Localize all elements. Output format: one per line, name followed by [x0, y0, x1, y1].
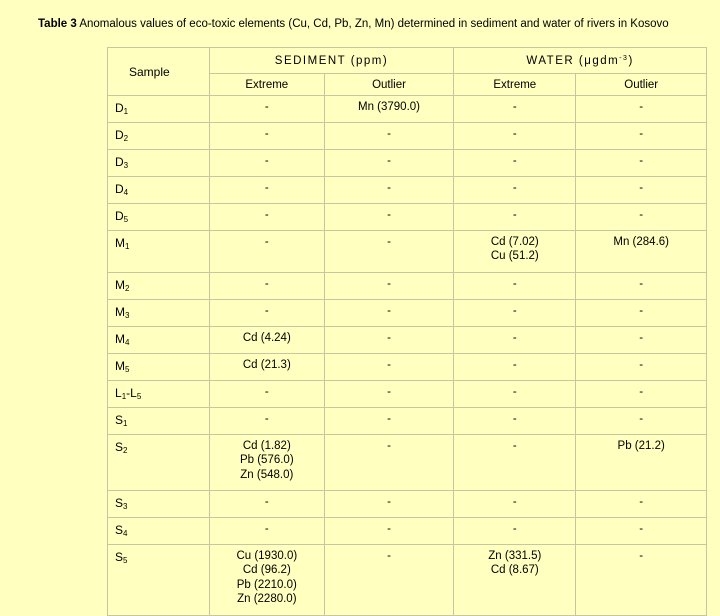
- water-outlier-cell: -: [576, 177, 707, 204]
- water-unit-exponent: -3: [619, 54, 629, 62]
- water-outlier-cell: -: [576, 96, 707, 123]
- sediment-extreme-cell: -: [209, 123, 324, 150]
- sample-index: 5: [123, 556, 128, 565]
- sediment-extreme-cell: Cd (4.24): [209, 327, 324, 354]
- table-row: [108, 381, 707, 408]
- water-outlier-cell: Mn (284.6): [576, 231, 707, 273]
- sample-letter: M: [115, 236, 125, 250]
- sediment-extreme-cell: -: [209, 491, 324, 518]
- sediment-group-label: SEDIMENT (ppm): [274, 54, 389, 67]
- sample-cell: [108, 327, 210, 354]
- water-outlier-cell: -: [576, 150, 707, 177]
- sediment-outlier-cell: -: [324, 327, 453, 354]
- sample-index: 1: [121, 392, 127, 401]
- sample-letter: L: [115, 386, 122, 400]
- sediment-outlier-cell: -: [324, 408, 453, 435]
- anomalous-values-table: [107, 47, 707, 616]
- sediment-extreme-cell: -: [209, 177, 324, 204]
- water-outlier-cell: -: [576, 354, 707, 381]
- sediment-extreme-cell: -: [209, 204, 324, 231]
- table-row: [108, 177, 707, 204]
- sediment-extreme-cell: Cd (21.3): [209, 354, 324, 381]
- sample-letter-range-end: -L: [126, 386, 137, 400]
- water-outlier-cell: -: [576, 491, 707, 518]
- water-extreme-cell: -: [454, 435, 576, 491]
- sediment-extreme-cell: -: [209, 300, 324, 327]
- sediment-outlier-cell: -: [324, 273, 453, 300]
- sediment-outlier-cell: -: [324, 491, 453, 518]
- caption-text: Anomalous values of eco-toxic elements (Cu, Cd, Pb, Zn, Mn) determined in sediment and water of rivers in Kosovo: [79, 18, 669, 30]
- sample-letter: D: [115, 128, 124, 142]
- water-outlier-cell: -: [576, 518, 707, 545]
- water-extreme-cell: -: [454, 518, 576, 545]
- sample-index: 1: [125, 242, 130, 251]
- sample-index: 4: [125, 338, 130, 347]
- sample-index: 2: [123, 134, 129, 143]
- sediment-extreme-cell: -: [209, 408, 324, 435]
- sediment-extreme-cell: -: [209, 96, 324, 123]
- table-row: [108, 491, 707, 518]
- sample-cell: [108, 273, 210, 300]
- table-row: [108, 518, 707, 545]
- sediment-extreme-cell: Cd (1.82) Pb (576.0) Zn (548.0): [209, 435, 324, 491]
- table-row: [108, 300, 707, 327]
- water-outlier-cell: -: [576, 123, 707, 150]
- sediment-outlier-cell: -: [324, 518, 453, 545]
- sample-letter: S: [115, 413, 124, 427]
- sample-letter: D: [115, 209, 124, 223]
- sample-index: 4: [123, 188, 129, 197]
- sample-index: 3: [125, 311, 130, 320]
- sample-index-range-end: 5: [136, 392, 142, 401]
- sediment-outlier-cell: -: [324, 204, 453, 231]
- water-extreme-cell: -: [454, 273, 576, 300]
- table-row: [108, 204, 707, 231]
- sediment-outlier-cell: -: [324, 150, 453, 177]
- water-outlier-cell: -: [576, 204, 707, 231]
- water-outlier-cell: -: [576, 300, 707, 327]
- sample-index: 2: [125, 284, 130, 293]
- water-extreme-cell: Cd (7.02) Cu (51.2): [454, 231, 576, 273]
- sample-cell: [108, 518, 210, 545]
- sample-index: 2: [123, 446, 128, 455]
- sediment-outlier-cell: -: [324, 123, 453, 150]
- sample-cell: [108, 381, 210, 408]
- water-extreme-cell: Zn (331.5) Cd (8.67): [454, 545, 576, 616]
- sediment-outlier-header: Outlier: [324, 74, 453, 96]
- sediment-outlier-cell: -: [324, 381, 453, 408]
- sample-letter: D: [115, 155, 124, 169]
- water-extreme-cell: -: [454, 408, 576, 435]
- water-extreme-cell: -: [454, 123, 576, 150]
- sediment-extreme-cell: -: [209, 518, 324, 545]
- sample-cell: [108, 150, 210, 177]
- sample-index: 1: [123, 419, 128, 428]
- water-extreme-cell: -: [454, 96, 576, 123]
- sample-cell: [108, 300, 210, 327]
- table-caption: [38, 18, 708, 30]
- sample-letter: D: [115, 182, 124, 196]
- sample-letter: M: [115, 359, 125, 373]
- table-row: [108, 96, 707, 123]
- table-row: [108, 435, 707, 491]
- table-row: [108, 545, 707, 616]
- table-row: [108, 123, 707, 150]
- sample-index: 1: [123, 107, 129, 116]
- water-outlier-cell: -: [576, 545, 707, 616]
- water-group-label: WATER (μgdm: [526, 54, 620, 67]
- sample-cell: [108, 491, 210, 518]
- sample-cell: [108, 354, 210, 381]
- water-extreme-cell: -: [454, 204, 576, 231]
- water-outlier-header: Outlier: [576, 74, 707, 96]
- water-outlier-cell: Pb (21.2): [576, 435, 707, 491]
- sediment-outlier-cell: -: [324, 545, 453, 616]
- sample-letter: M: [115, 332, 125, 346]
- sediment-outlier-cell: -: [324, 354, 453, 381]
- table-row: [108, 354, 707, 381]
- sediment-outlier-cell: -: [324, 231, 453, 273]
- water-outlier-cell: -: [576, 381, 707, 408]
- water-extreme-cell: -: [454, 381, 576, 408]
- sample-index: 3: [123, 502, 128, 511]
- sediment-extreme-header: Extreme: [209, 74, 324, 96]
- sediment-extreme-cell: -: [209, 273, 324, 300]
- sample-cell: [108, 435, 210, 491]
- sample-cell: [108, 545, 210, 616]
- water-extreme-cell: -: [454, 300, 576, 327]
- table-row: [108, 231, 707, 273]
- water-extreme-cell: -: [454, 354, 576, 381]
- water-extreme-cell: -: [454, 327, 576, 354]
- water-extreme-header: Extreme: [454, 74, 576, 96]
- sample-letter: S: [115, 523, 124, 537]
- sediment-outlier-cell: -: [324, 435, 453, 491]
- sample-header: Sample: [108, 48, 210, 96]
- sediment-extreme-cell: -: [209, 150, 324, 177]
- sample-cell: [108, 177, 210, 204]
- sample-letter: M: [115, 305, 125, 319]
- sediment-extreme-cell: Cu (1930.0) Cd (96.2) Pb (2210.0) Zn (2280.0): [209, 545, 324, 616]
- table-row: [108, 273, 707, 300]
- sediment-outlier-cell: -: [324, 300, 453, 327]
- sediment-extreme-cell: -: [209, 381, 324, 408]
- table-row: [108, 150, 707, 177]
- sample-index: 3: [123, 161, 129, 170]
- caption-label: Table 3: [38, 18, 77, 30]
- sample-cell: [108, 123, 210, 150]
- table-row: [108, 408, 707, 435]
- sample-index: 5: [125, 365, 130, 374]
- sediment-group-header: [209, 48, 453, 74]
- sample-index: 4: [123, 529, 128, 538]
- sample-letter: S: [115, 550, 124, 564]
- sample-letter: M: [115, 278, 125, 292]
- sample-letter: S: [115, 496, 124, 510]
- table-body: [108, 96, 707, 616]
- sample-letter: D: [115, 101, 124, 115]
- sample-cell: [108, 231, 210, 273]
- sample-letter: S: [115, 440, 124, 454]
- sediment-outlier-cell: -: [324, 177, 453, 204]
- sample-index: 5: [123, 215, 129, 224]
- sample-cell: [108, 408, 210, 435]
- sediment-outlier-cell: Mn (3790.0): [324, 96, 453, 123]
- water-outlier-cell: -: [576, 273, 707, 300]
- water-group-header: [454, 48, 707, 74]
- water-extreme-cell: -: [454, 177, 576, 204]
- water-extreme-cell: -: [454, 150, 576, 177]
- table-row: [108, 327, 707, 354]
- water-outlier-cell: -: [576, 327, 707, 354]
- water-group-close: ): [628, 54, 634, 67]
- sample-cell: [108, 96, 210, 123]
- sediment-extreme-cell: -: [209, 231, 324, 273]
- water-outlier-cell: -: [576, 408, 707, 435]
- water-extreme-cell: -: [454, 491, 576, 518]
- sample-cell: [108, 204, 210, 231]
